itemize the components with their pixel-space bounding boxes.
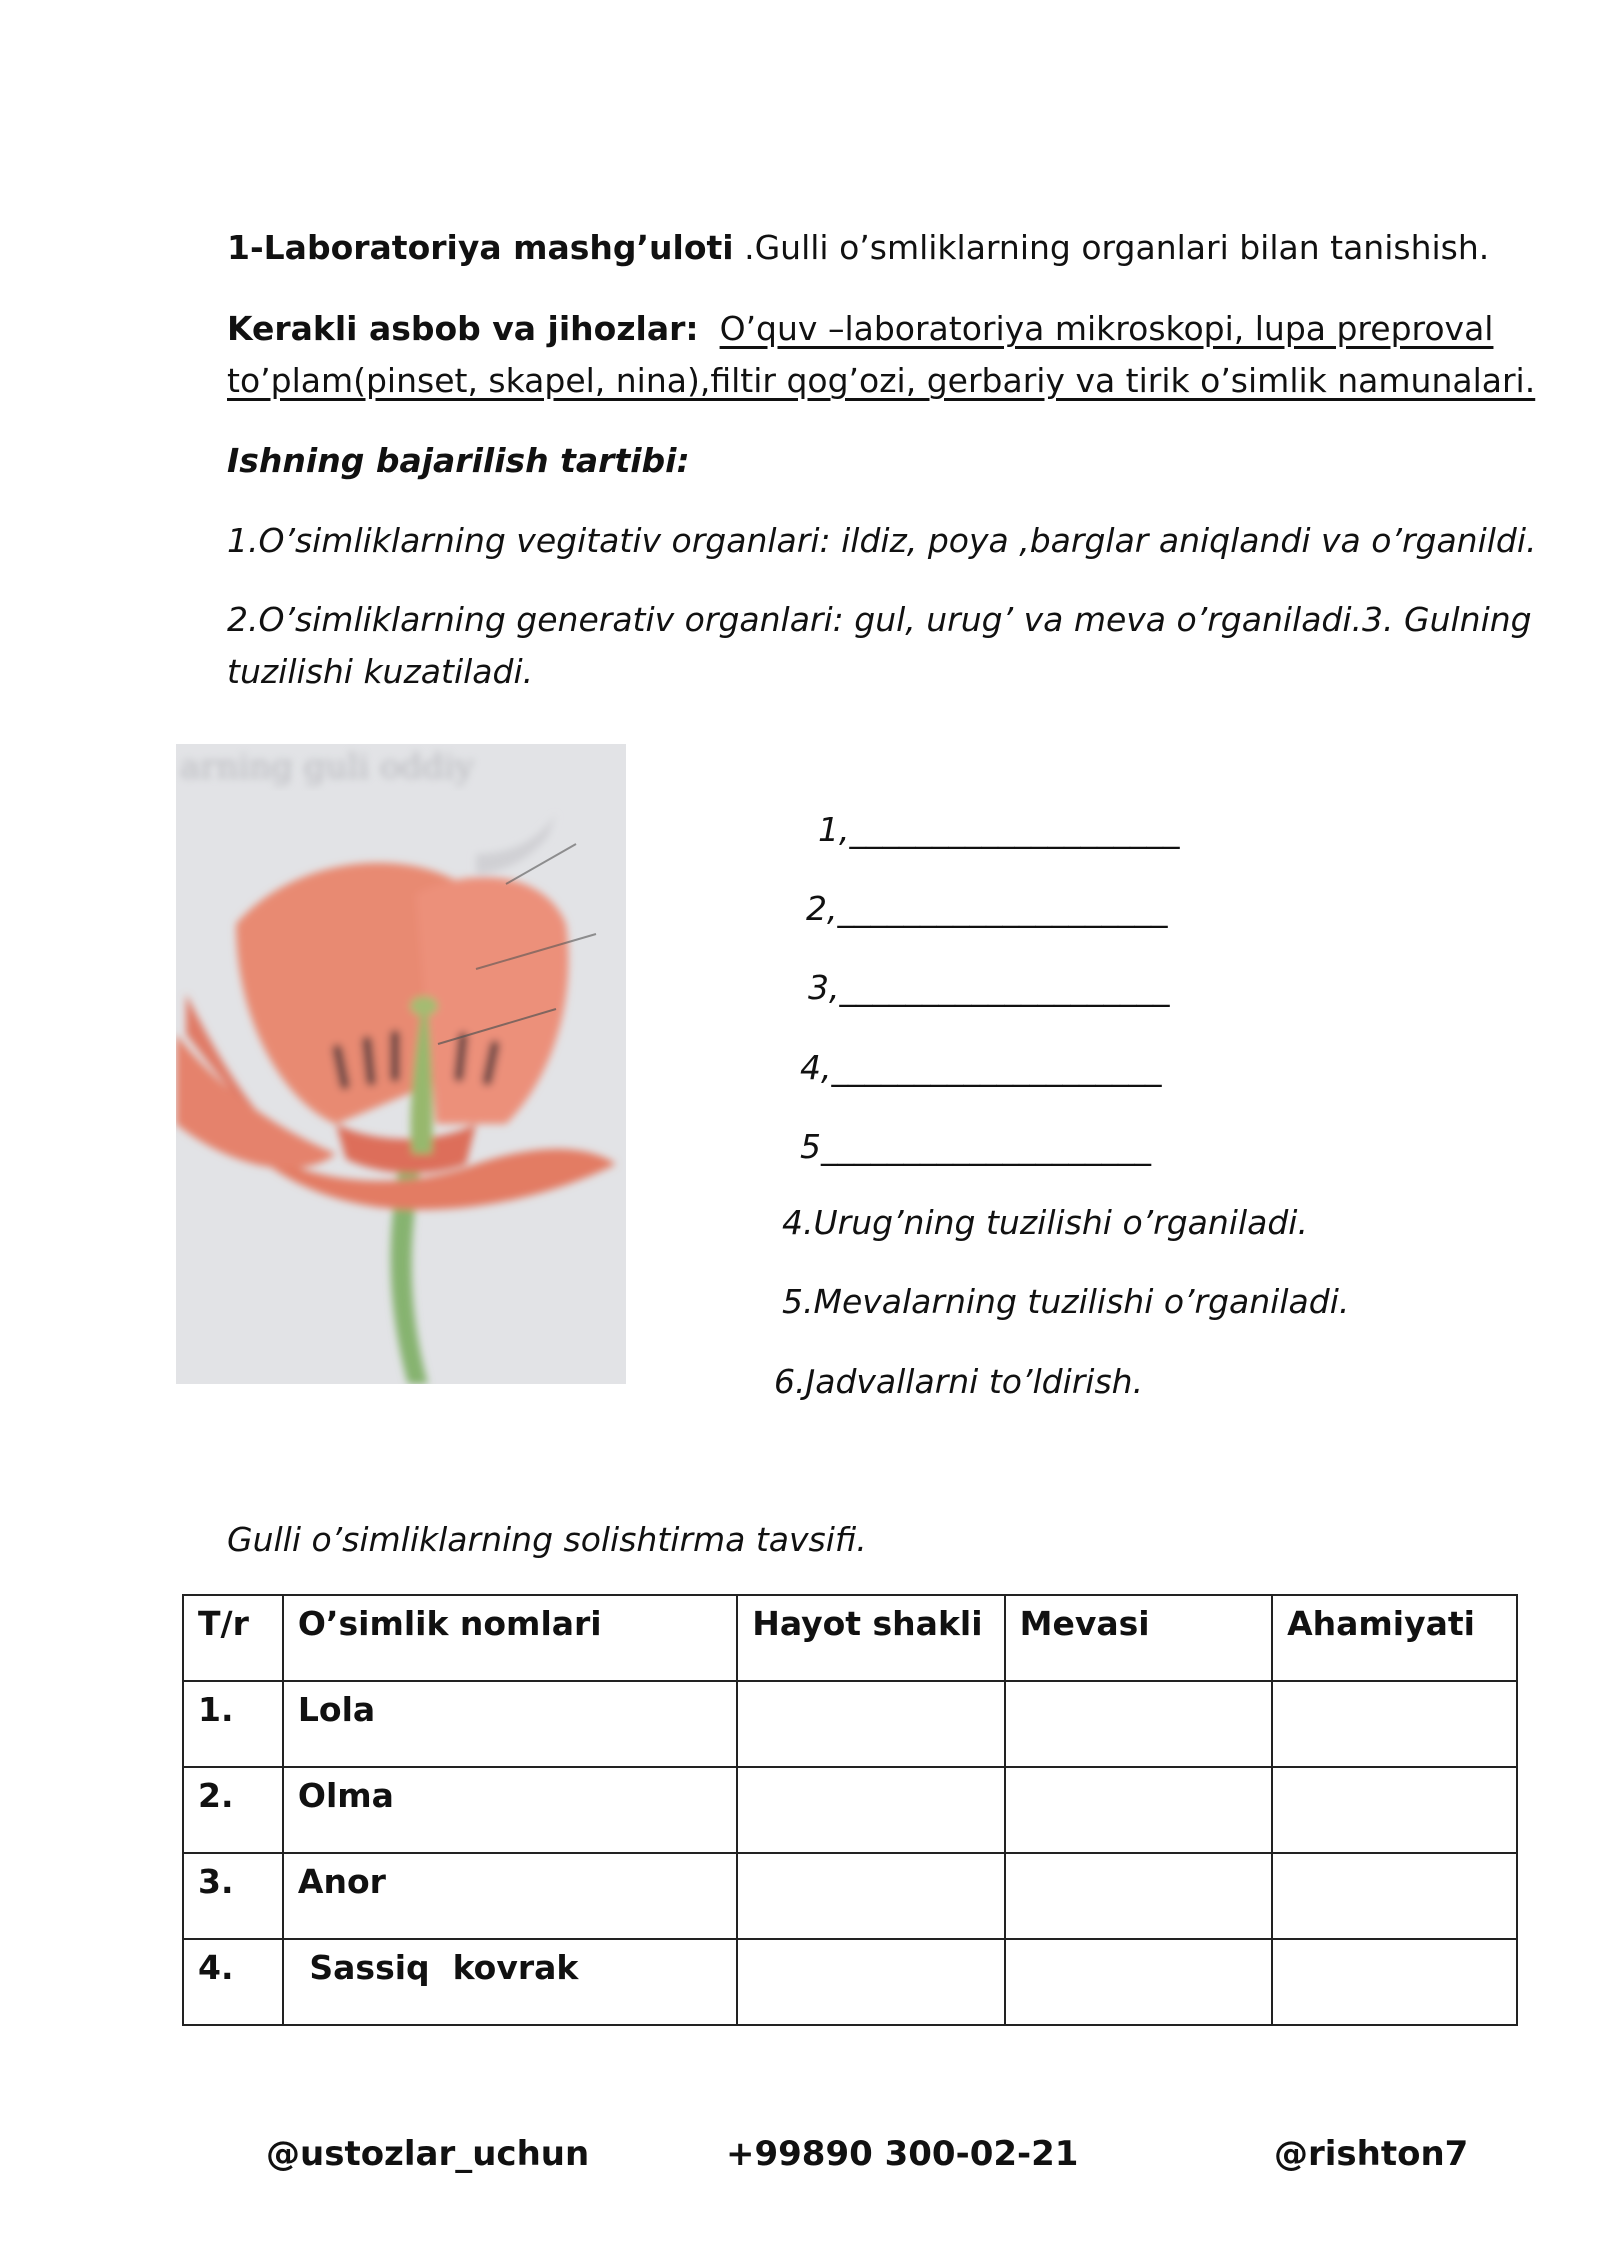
row-number: 2. (183, 1767, 283, 1853)
plant-name: Olma (283, 1767, 737, 1853)
equipment-list-2: to’plam(pinset, skapel, nina),filtir qog’ozi, gerbariy va tirik o’simlik namunalari. (227, 361, 1536, 400)
plant-name: Anor (283, 1853, 737, 1939)
lab-heading (227, 222, 1489, 274)
fruit-cell[interactable] (1005, 1853, 1272, 1939)
table-row (183, 1853, 1517, 1939)
importance-cell[interactable] (1272, 1681, 1517, 1767)
label-blank-5: 5____________________ (800, 1127, 1151, 1166)
flower-illustration (176, 744, 626, 1384)
table-title: Gulli o’simliklarning solishtirma tavsifi. (227, 1520, 867, 1559)
table-header-row (183, 1595, 1517, 1681)
lab-heading-bold: 1-Laboratoriya mashg’uloti (227, 228, 734, 267)
header-importance: Ahamiyati (1272, 1595, 1517, 1681)
header-plant-name: O’simlik nomlari (283, 1595, 737, 1681)
life-form-cell[interactable] (737, 1767, 1004, 1853)
footer-phone: +99890 300-02-21 (726, 2134, 1079, 2174)
importance-cell[interactable] (1272, 1939, 1517, 2025)
table-row (183, 1767, 1517, 1853)
header-fruit: Mevasi (1005, 1595, 1272, 1681)
equipment-line-1 (227, 303, 1493, 355)
label-blank-3: 3,____________________ (808, 968, 1170, 1007)
label-blank-4: 4,____________________ (800, 1048, 1162, 1087)
equipment-list-1: O’quv –laboratoriya mikroskopi, lupa preproval (719, 309, 1494, 348)
equipment-label: Kerakli asbob va jihozlar: (227, 309, 699, 348)
flower-diagram-image (176, 744, 626, 1384)
blurred-caption-text: arning guli oddiy (180, 747, 475, 787)
row-number: 1. (183, 1681, 283, 1767)
plant-name: Lola (283, 1681, 737, 1767)
fruit-cell[interactable] (1005, 1681, 1272, 1767)
lab-heading-rest: .Gulli o’smliklarning organlari bilan tanishish. (733, 228, 1490, 267)
comparison-table (182, 1594, 1518, 2026)
label-blank-1: 1,____________________ (818, 810, 1180, 849)
procedure-step-4: 4.Urug’ning tuzilishi o’rganiladi. (782, 1203, 1308, 1242)
footer-telegram-right: @rishton7 (1274, 2134, 1469, 2174)
header-number: T/r (183, 1595, 283, 1681)
table-row (183, 1939, 1517, 2025)
header-life-form: Hayot shakli (737, 1595, 1004, 1681)
procedure-step-5: 5.Mevalarning tuzilishi o’rganiladi. (782, 1282, 1350, 1321)
life-form-cell[interactable] (737, 1681, 1004, 1767)
procedure-step-2-line-1: 2.O’simliklarning generativ organlari: gul, urug’ va meva o’rganiladi.3. Gulning (227, 600, 1532, 639)
table-row (183, 1681, 1517, 1767)
row-number: 3. (183, 1853, 283, 1939)
importance-cell[interactable] (1272, 1853, 1517, 1939)
fruit-cell[interactable] (1005, 1939, 1272, 2025)
plant-name: Sassiq kovrak (283, 1939, 737, 2025)
life-form-cell[interactable] (737, 1939, 1004, 2025)
life-form-cell[interactable] (737, 1853, 1004, 1939)
procedure-step-2-line-2: tuzilishi kuzatiladi. (227, 652, 534, 691)
label-blank-2: 2,____________________ (806, 889, 1168, 928)
fruit-cell[interactable] (1005, 1767, 1272, 1853)
footer-telegram-left: @ustozlar_uchun (266, 2134, 590, 2174)
row-number: 4. (183, 1939, 283, 2025)
importance-cell[interactable] (1272, 1767, 1517, 1853)
procedure-step-1: 1.O’simliklarning vegitativ organlari: ildiz, poya ,barglar aniqlandi va o’rganildi. (227, 521, 1537, 560)
procedure-step-6: 6.Jadvallarni to’ldirish. (774, 1362, 1144, 1401)
procedure-title: Ishning bajarilish tartibi: (227, 441, 690, 480)
